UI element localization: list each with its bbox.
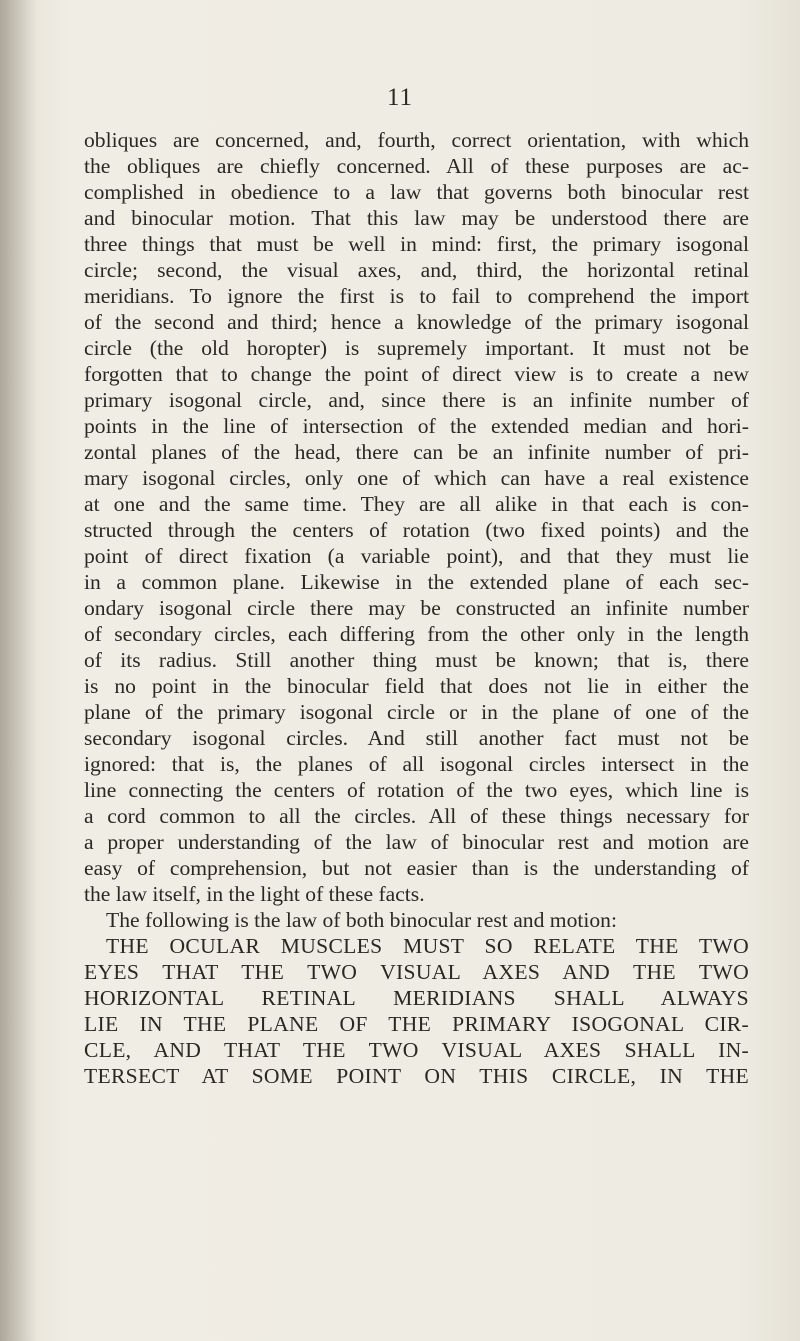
- text-line: three things that must be well in mind: first, the primary isogonal: [84, 232, 749, 256]
- text-line: circle (the old horopter) is supremely important. It must not be: [84, 336, 749, 360]
- text-line: ondary isogonal circle there may be constructed an infinite number: [84, 596, 749, 620]
- text-line: meridians. To ignore the first is to fail to comprehend the import: [84, 284, 749, 308]
- text-line: is no point in the binocular field that does not lie in either the: [84, 674, 749, 698]
- binding-gutter-shadow: [0, 0, 38, 1341]
- law-statement-line: CLE, AND THAT THE TWO VISUAL AXES SHALL IN-: [84, 1038, 749, 1062]
- text-line: forgotten that to change the point of direct view is to create a new: [84, 362, 749, 386]
- text-line: obliques are concerned, and, fourth, correct orientation, with which: [84, 128, 749, 152]
- text-line: structed through the centers of rotation (two fixed points) and the: [84, 518, 749, 542]
- text-line: secondary isogonal circles. And still another fact must not be: [84, 726, 749, 750]
- text-line: of secondary circles, each differing from the other only in the length: [84, 622, 749, 646]
- text-line: zontal planes of the head, there can be an infinite number of pri-: [84, 440, 749, 464]
- text-line: of the second and third; hence a knowledge of the primary isogonal: [84, 310, 749, 334]
- text-line: the obliques are chiefly concerned. All of these purposes are ac-: [84, 154, 749, 178]
- text-line: line connecting the centers of rotation of the two eyes, which line is: [84, 778, 749, 802]
- text-line: mary isogonal circles, only one of which can have a real existence: [84, 466, 749, 490]
- text-line: at one and the same time. They are all alike in that each is con-: [84, 492, 749, 516]
- text-line: points in the line of intersection of the extended median and hori-: [84, 414, 749, 438]
- text-line: the law itself, in the light of these facts.: [84, 882, 425, 906]
- law-statement-line: THE OCULAR MUSCLES MUST SO RELATE THE TWO: [106, 934, 749, 958]
- paragraph-2: [84, 907, 749, 1089]
- text-line: easy of comprehension, but not easier than is the understanding of: [84, 856, 749, 880]
- text-line: point of direct fixation (a variable point), and that they must lie: [84, 544, 749, 568]
- law-statement-line: EYES THAT THE TWO VISUAL AXES AND THE TWO: [84, 960, 749, 984]
- text-line: a cord common to all the circles. All of these things necessary for: [84, 804, 749, 828]
- text-line: ignored: that is, the planes of all isogonal circles intersect in the: [84, 752, 749, 776]
- text-line: and binocular motion. That this law may be understood there are: [84, 206, 749, 230]
- text-line: a proper understanding of the law of binocular rest and motion are: [84, 830, 749, 854]
- text-line: complished in obedience to a law that governs both binocular rest: [84, 180, 749, 204]
- text-line: plane of the primary isogonal circle or in the plane of one of the: [84, 700, 749, 724]
- text-line: circle; second, the visual axes, and, third, the horizontal retinal: [84, 258, 749, 282]
- page-number: 11: [386, 84, 414, 111]
- law-statement-line: HORIZONTAL RETINAL MERIDIANS SHALL ALWAYS: [84, 986, 749, 1010]
- text-line: The following is the law of both binocular rest and motion:: [106, 908, 617, 932]
- text-line: primary isogonal circle, and, since there is an infinite number of: [84, 388, 749, 412]
- text-line: of its radius. Still another thing must be known; that is, there: [84, 648, 749, 672]
- body-text: [84, 127, 749, 1089]
- paragraph-1: [84, 127, 749, 907]
- law-statement-line: LIE IN THE PLANE OF THE PRIMARY ISOGONAL CIR-: [84, 1012, 749, 1036]
- text-line: in a common plane. Likewise in the extended plane of each sec-: [84, 570, 749, 594]
- law-statement-line: TERSECT AT SOME POINT ON THIS CIRCLE, IN THE: [84, 1064, 749, 1088]
